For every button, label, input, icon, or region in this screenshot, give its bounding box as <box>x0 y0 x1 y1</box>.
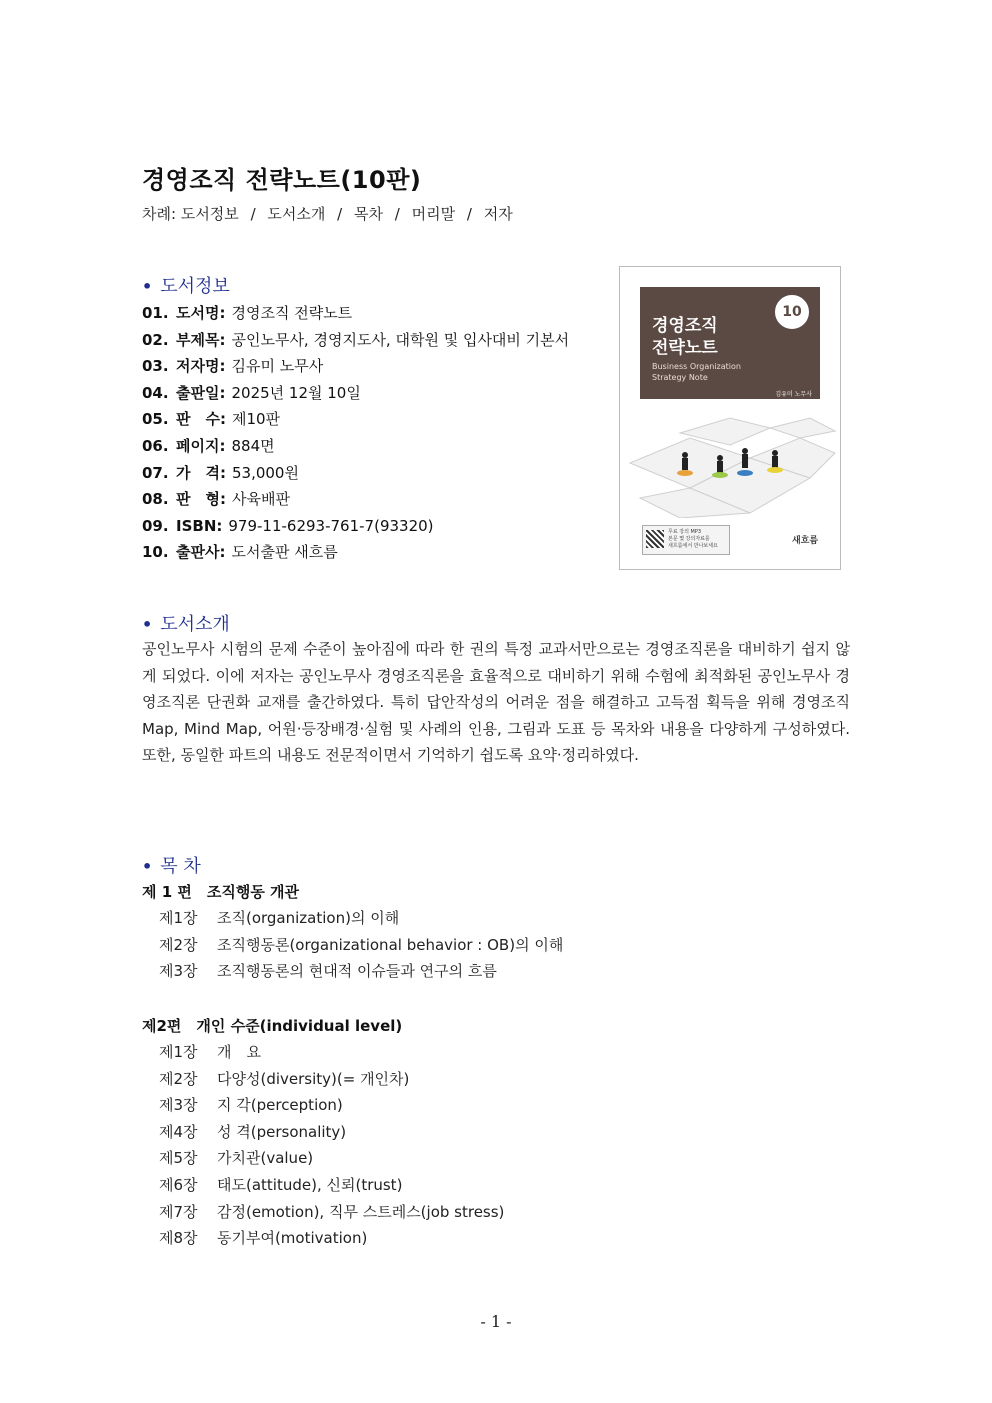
item-number: 07. <box>142 463 169 482</box>
chapter-number: 제8장 <box>159 1229 198 1248</box>
toc-link-book-intro[interactable]: 도서소개 <box>267 205 326 223</box>
chapter-list <box>159 905 563 985</box>
list-item <box>142 486 569 513</box>
item-number: 09. <box>142 516 169 535</box>
chapter-title: 가치관(value) <box>217 1149 314 1168</box>
chapter-title: 조직행동론(organizational behavior : OB)의 이해 <box>217 935 564 954</box>
cover-subtitle-line: Strategy Note <box>652 373 708 382</box>
chapter-title: 태도(attitude), 신뢰(trust) <box>217 1175 403 1194</box>
qr-text-line: 본문 몇 강의자료를 <box>668 536 710 542</box>
section-heading-text: 도서소개 <box>160 614 230 635</box>
section-heading-book-info <box>142 272 230 298</box>
item-value: 사육배판 <box>231 490 290 509</box>
cover-subtitle <box>652 361 741 383</box>
item-value: 김유미 노무사 <box>231 357 324 376</box>
list-item <box>159 1225 504 1252</box>
qr-promo-box <box>642 525 730 555</box>
qr-promo-text <box>668 529 718 550</box>
section-heading-text: 도서정보 <box>160 276 230 297</box>
item-label: 페이지: <box>176 436 226 455</box>
item-label: 출판사: <box>176 543 226 562</box>
chapter-number: 제2장 <box>159 935 198 954</box>
item-label: 부제목: <box>176 330 226 349</box>
part-title: 제2편 개인 수준(individual level) <box>142 1017 403 1035</box>
section-heading-book-intro <box>142 610 230 636</box>
list-item <box>142 327 569 354</box>
edition-badge: 10 <box>773 293 811 331</box>
item-label: 판 수: <box>176 410 226 429</box>
item-label: 저자명: <box>176 357 226 376</box>
bullet-icon: • <box>142 615 153 634</box>
book-intro-paragraph: 공인노무사 시험의 문제 수준이 높아짐에 따라 한 권의 특정 교과서만으로는 경영조직론을 대비하기 쉽지 않게 되었다. 이에 저자는 공인노무사 경영조직론을 효율적으로 대비하기 위해 수험에 최적화된 공인노무사 경영조직론 단권화 교재를 출간하였다. 특히 답안작성의 어려운 점을 해결하고 고득점 획득을 위해 경영조직 Map, Mind Map, 어원·등장배경·실험 및 사례의 인용, 그림과 도표 등 목차와 내용을 다양하게 구성하였다. 또한, 동일한 파트의 내용도 전문적이면서 기억하기 쉽도록 요약·정리하였다. <box>142 640 850 764</box>
toc-separator: / <box>337 205 343 223</box>
cover-author: 김유미 노무사 <box>775 391 812 398</box>
cover-title-line: 전략노트 <box>652 338 718 358</box>
chapter-number: 제1장 <box>159 1043 198 1061</box>
bullet-icon: • <box>142 277 153 296</box>
puzzle-pieces <box>630 418 835 518</box>
list-item <box>142 353 569 380</box>
list-item <box>159 1092 504 1119</box>
list-item <box>159 1199 504 1226</box>
list-item <box>142 300 569 327</box>
list-item <box>159 1145 504 1172</box>
item-number: 03. <box>142 357 169 376</box>
list-item <box>159 1119 504 1146</box>
item-value: 979-11-6293-761-7(93320) <box>228 516 434 535</box>
chapter-number: 제2장 <box>159 1069 198 1088</box>
publisher-logo: 새흐름 <box>792 536 819 546</box>
item-label: 도서명: <box>176 304 226 322</box>
chapter-title: 감정(emotion), 직무 스트레스(job stress) <box>217 1202 505 1221</box>
toc-link-preface[interactable]: 머리말 <box>411 205 456 223</box>
list-item <box>142 513 569 540</box>
list-item <box>159 958 563 985</box>
toc-nav <box>142 203 513 224</box>
item-number: 10. <box>142 543 169 562</box>
page-title: 경영조직 전략노트(10판) <box>142 166 422 194</box>
toc-link-author[interactable]: 저자 <box>483 205 513 223</box>
chapter-number: 제6장 <box>159 1175 198 1194</box>
item-value: 경영조직 전략노트 <box>231 304 353 322</box>
chapter-title: 성 격(personality) <box>217 1122 347 1141</box>
puzzle-illustration <box>620 403 840 518</box>
qr-text-line: 새흐름에서 만나보세요 <box>668 543 718 549</box>
list-item <box>142 460 569 487</box>
list-item <box>142 539 569 566</box>
book-cover-image <box>619 266 841 570</box>
item-label: ISBN: <box>176 516 223 535</box>
list-item <box>159 932 563 959</box>
item-number: 04. <box>142 383 169 402</box>
chapter-title: 개 요 <box>217 1043 261 1061</box>
item-value: 제10판 <box>231 410 281 429</box>
item-value: 884면 <box>231 436 275 455</box>
qr-code-icon <box>646 530 664 548</box>
section-heading-contents <box>142 852 201 878</box>
item-value: 도서출판 새흐름 <box>231 543 338 562</box>
item-label: 가 격: <box>176 463 226 482</box>
list-item <box>142 433 569 460</box>
toc-nav-prefix: 차례: <box>142 205 177 223</box>
item-value: 2025년 12월 10일 <box>231 383 361 402</box>
chapter-title: 조직행동론의 현대적 이슈들과 연구의 흐름 <box>217 962 497 981</box>
list-item <box>142 406 569 433</box>
toc-separator: / <box>466 205 472 223</box>
chapter-number: 제7장 <box>159 1202 198 1221</box>
list-item <box>159 1172 504 1199</box>
chapter-number: 제3장 <box>159 1096 198 1115</box>
item-number: 06. <box>142 436 169 455</box>
cover-title <box>652 315 718 359</box>
chapter-number: 제4장 <box>159 1122 198 1141</box>
item-number: 01. <box>142 304 169 322</box>
book-info-list <box>142 300 569 566</box>
item-number: 05. <box>142 410 169 429</box>
chapter-number: 제1장 <box>159 909 198 927</box>
chapter-title: 조직(organization)의 이해 <box>217 909 400 927</box>
bullet-icon: • <box>142 857 153 876</box>
cover-title-line: 경영조직 <box>652 316 718 336</box>
chapter-list <box>159 1039 504 1252</box>
list-item <box>159 905 563 932</box>
item-label: 출판일: <box>176 383 226 402</box>
list-item <box>142 380 569 407</box>
item-number: 08. <box>142 490 169 509</box>
chapter-number: 제3장 <box>159 962 198 981</box>
item-label: 판 형: <box>176 490 226 509</box>
qr-text-line: 무료 강의 MP3 <box>668 529 702 535</box>
chapter-title: 동기부여(motivation) <box>217 1229 368 1248</box>
item-value: 53,000원 <box>231 463 299 482</box>
chapter-title: 다양성(diversity)(= 개인차) <box>217 1069 410 1088</box>
item-value: 공인노무사, 경영지도사, 대학원 및 입사대비 기본서 <box>231 330 570 349</box>
toc-link-contents[interactable]: 목차 <box>354 205 383 223</box>
chapter-title: 지 각(perception) <box>217 1096 343 1115</box>
item-number: 02. <box>142 330 169 349</box>
toc-separator: / <box>250 205 256 223</box>
list-item <box>159 1039 504 1066</box>
list-item <box>159 1066 504 1093</box>
page-number: - 1 - <box>480 1312 512 1331</box>
toc-link-book-info[interactable]: 도서정보 <box>180 205 239 223</box>
part-title: 제 1 편 조직행동 개관 <box>142 883 300 901</box>
chapter-number: 제5장 <box>159 1149 198 1168</box>
cover-subtitle-line: Business Organization <box>652 362 741 371</box>
section-heading-text: 목 차 <box>160 856 201 877</box>
toc-separator: / <box>394 205 400 223</box>
